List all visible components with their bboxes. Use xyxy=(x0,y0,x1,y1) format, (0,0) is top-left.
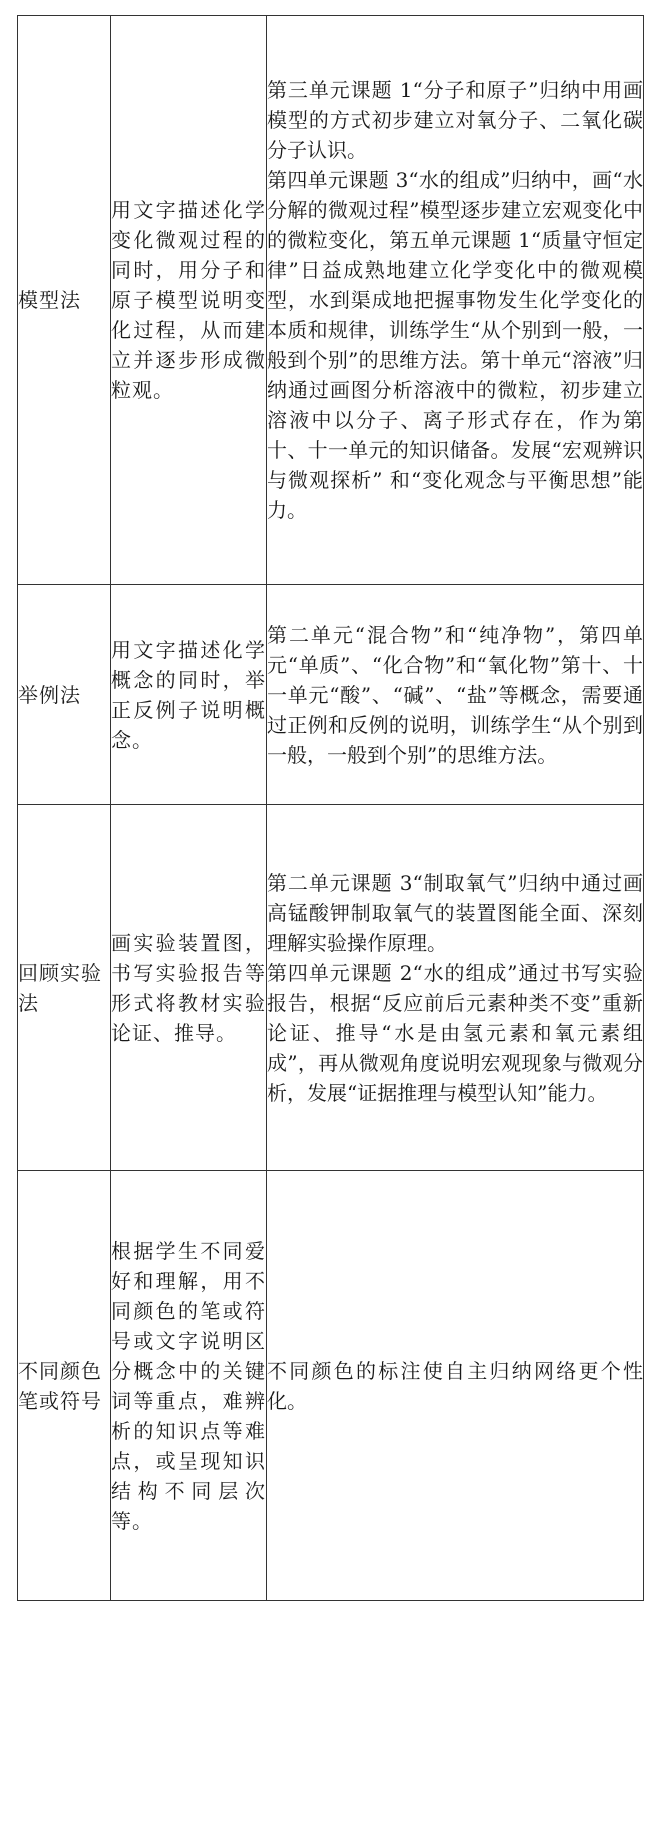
detail-paragraph: 第三单元课题 1“分子和原子”归纳中用画模型的方式初步建立对氧分子、二氧化碳分子认识。 xyxy=(267,78,643,162)
methods-table xyxy=(17,15,644,1601)
detail-paragraph: 第二单元“混合物”和“纯净物”，第四单元“单质”、“化合物”和“氧化物”第十、十一单元“酸”、“碱”、“盐”等概念，需要通过正例和反例的说明，训练学生“从个别到一般，一般到个别”的思维方法。 xyxy=(267,622,643,767)
detail-paragraph: 第四单元课题 3“水的组成”归纳中，画“水分解的微观过程”模型逐步建立宏观变化中的微粒变化，第五单元课题 1“质量守恒定律”日益成熟地建立化学变化中的微观模型，水到渠成地把握事物发生化学变化的本质和规律，训练学生“从个别到一般，一般到个别”的思维方法。第十单元“溶液”归纳通过画图分析溶液中的微粒，初步建立溶液中以分子、离子形式存在，作为第十、十一单元的知识储备。发展“宏观辨识与微观探析” 和“变化观念与平衡思想”能力。 xyxy=(267,168,643,522)
method-description-cell: 画实验装置图，书写实验报告等形式将教材实验论证、推导。 xyxy=(111,805,267,1171)
table-row xyxy=(18,16,644,585)
method-name-cell: 举例法 xyxy=(18,585,111,805)
table-row xyxy=(18,805,644,1171)
table-row xyxy=(18,585,644,805)
method-description-cell: 用文字描述化学概念的同时，举正反例子说明概念。 xyxy=(111,585,267,805)
method-name-cell: 回顾实验法 xyxy=(18,805,111,1171)
method-detail-cell xyxy=(267,1171,644,1601)
table-row xyxy=(18,1171,644,1601)
method-description-cell: 用文字描述化学变化微观过程的同时，用分子和原子模型说明变化过程，从而建立并逐步形成微粒观。 xyxy=(111,16,267,585)
method-name-cell: 模型法 xyxy=(18,16,111,585)
method-detail-cell xyxy=(267,805,644,1171)
method-name-cell: 不同颜色笔或符号 xyxy=(18,1171,111,1601)
method-detail-cell xyxy=(267,16,644,585)
method-description-cell: 根据学生不同爱好和理解，用不同颜色的笔或符号或文字说明区分概念中的关键词等重点，难辨析的知识点等难点，或呈现知识结构不同层次等。 xyxy=(111,1171,267,1601)
detail-paragraph: 第四单元课题 2“水的组成”通过书写实验报告，根据“反应前后元素种类不变”重新论证、推导“水是由氢元素和氧元素组成”，再从微观角度说明宏观现象与微观分析，发展“证据推理与模型认知”能力。 xyxy=(267,960,643,1105)
detail-paragraph: 不同颜色的标注使自主归纳网络更个性化。 xyxy=(267,1358,643,1413)
detail-paragraph: 第二单元课题 3“制取氧气”归纳中通过画高锰酸钾制取氧气的装置图能全面、深刻理解实验操作原理。 xyxy=(267,870,643,955)
method-detail-cell xyxy=(267,585,644,805)
